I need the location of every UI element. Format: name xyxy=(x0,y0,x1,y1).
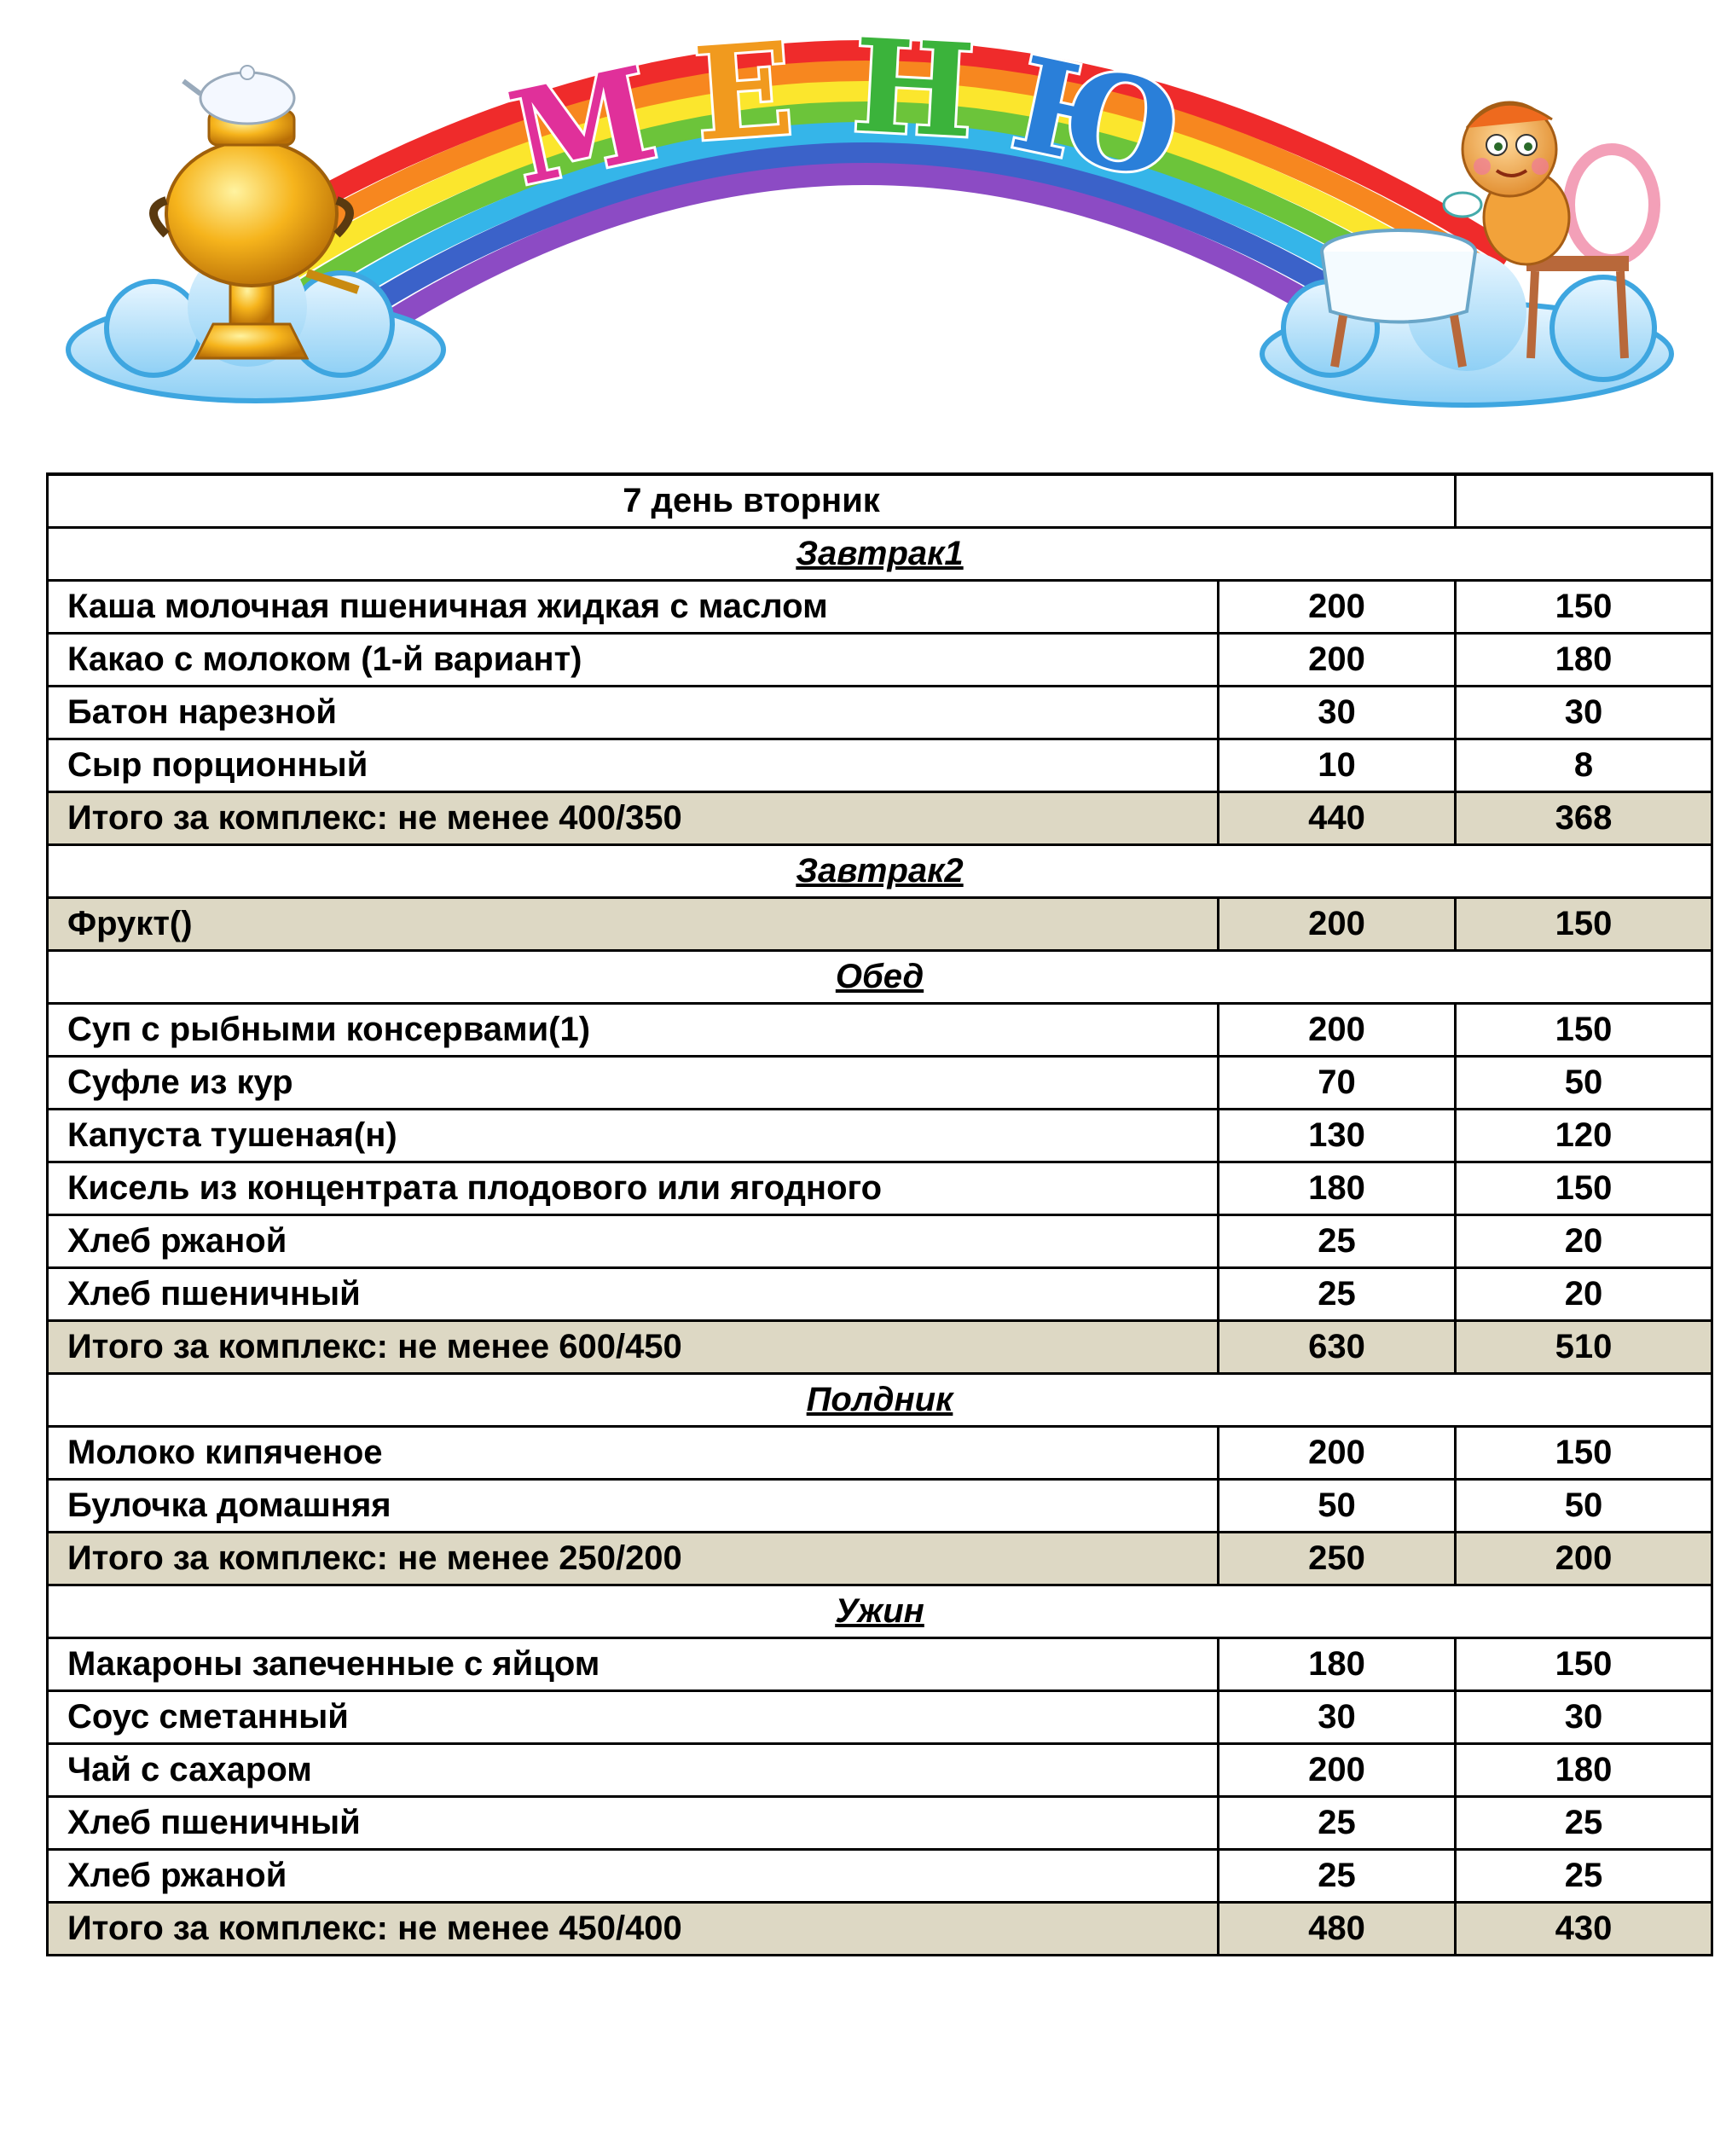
total-row xyxy=(48,1321,1712,1374)
total-older: 440 xyxy=(1219,792,1456,845)
total-row xyxy=(48,898,1712,951)
menu-item-row xyxy=(48,1004,1712,1057)
portion-older: 50 xyxy=(1219,1480,1456,1533)
total-younger: 510 xyxy=(1456,1321,1712,1374)
portion-younger: 50 xyxy=(1456,1057,1712,1110)
portion-younger: 150 xyxy=(1456,1162,1712,1215)
portion-older: 25 xyxy=(1219,1797,1456,1850)
portion-older: 25 xyxy=(1219,1268,1456,1321)
total-older: 200 xyxy=(1219,898,1456,951)
menu-item-row xyxy=(48,1268,1712,1321)
section-header-row xyxy=(48,528,1712,581)
title-letter-n: Н xyxy=(849,10,978,167)
portion-older: 180 xyxy=(1219,1162,1456,1215)
dish-name: Суфле из кур xyxy=(48,1057,1219,1110)
total-label: Итого за комплекс: не менее 450/400 xyxy=(48,1903,1219,1956)
total-younger: 150 xyxy=(1456,898,1712,951)
section-header-row xyxy=(48,1585,1712,1638)
title-letter-yu: Ю xyxy=(1001,28,1194,210)
dish-name: Хлеб пшеничный xyxy=(48,1797,1219,1850)
dish-name: Каша молочная пшеничная жидкая с маслом xyxy=(48,581,1219,634)
portion-older: 200 xyxy=(1219,1004,1456,1057)
total-label: Итого за комплекс: не менее 600/450 xyxy=(48,1321,1219,1374)
dish-name: Хлеб ржаной xyxy=(48,1850,1219,1903)
dish-name: Молоко кипяченое xyxy=(48,1427,1219,1480)
menu-item-row xyxy=(48,1638,1712,1691)
menu-banner xyxy=(0,0,1732,443)
menu-item-row xyxy=(48,739,1712,792)
menu-table-body xyxy=(48,474,1712,1956)
portion-older: 25 xyxy=(1219,1215,1456,1268)
total-younger: 368 xyxy=(1456,792,1712,845)
menu-item-row xyxy=(48,1162,1712,1215)
section-title: Ужин xyxy=(48,1585,1712,1638)
portion-older: 200 xyxy=(1219,1427,1456,1480)
portion-younger: 180 xyxy=(1456,1744,1712,1797)
menu-item-row xyxy=(48,1057,1712,1110)
day-header-row xyxy=(48,474,1712,528)
portion-older: 130 xyxy=(1219,1110,1456,1162)
portion-younger: 30 xyxy=(1456,1691,1712,1744)
menu-item-row xyxy=(48,1797,1712,1850)
dish-name: Булочка домашняя xyxy=(48,1480,1219,1533)
menu-item-row xyxy=(48,1691,1712,1744)
menu-table xyxy=(46,472,1713,1956)
menu-item-row xyxy=(48,581,1712,634)
portion-younger: 150 xyxy=(1456,1638,1712,1691)
total-older: 480 xyxy=(1219,1903,1456,1956)
dish-name: Сыр порционный xyxy=(48,739,1219,792)
total-label: Фрукт() xyxy=(48,898,1219,951)
portion-older: 200 xyxy=(1219,634,1456,687)
total-row xyxy=(48,792,1712,845)
portion-younger: 20 xyxy=(1456,1268,1712,1321)
portion-older: 200 xyxy=(1219,581,1456,634)
title-letter-e: Е xyxy=(689,14,798,171)
portion-younger: 180 xyxy=(1456,634,1712,687)
menu-item-row xyxy=(48,687,1712,739)
portion-younger: 150 xyxy=(1456,1427,1712,1480)
menu-item-row xyxy=(48,1744,1712,1797)
total-row xyxy=(48,1903,1712,1956)
portion-younger: 120 xyxy=(1456,1110,1712,1162)
section-title: Обед xyxy=(48,951,1712,1004)
dish-name: Чай с сахаром xyxy=(48,1744,1219,1797)
dish-name: Какао с молоком (1-й вариант) xyxy=(48,634,1219,687)
portion-older: 180 xyxy=(1219,1638,1456,1691)
total-younger: 430 xyxy=(1456,1903,1712,1956)
portion-younger: 150 xyxy=(1456,581,1712,634)
portion-younger: 50 xyxy=(1456,1480,1712,1533)
total-row xyxy=(48,1533,1712,1585)
menu-item-row xyxy=(48,1480,1712,1533)
portion-older: 10 xyxy=(1219,739,1456,792)
dish-name: Хлеб ржаной xyxy=(48,1215,1219,1268)
dish-name: Капуста тушеная(н) xyxy=(48,1110,1219,1162)
section-title: Завтрак2 xyxy=(48,845,1712,898)
total-label: Итого за комплекс: не менее 400/350 xyxy=(48,792,1219,845)
section-title: Завтрак1 xyxy=(48,528,1712,581)
total-younger: 200 xyxy=(1456,1533,1712,1585)
dish-name: Хлеб пшеничный xyxy=(48,1268,1219,1321)
portion-older: 200 xyxy=(1219,1744,1456,1797)
dish-name: Макароны запеченные с яйцом xyxy=(48,1638,1219,1691)
section-header-row xyxy=(48,951,1712,1004)
day-header-empty-cell xyxy=(1456,474,1712,528)
portion-older: 25 xyxy=(1219,1850,1456,1903)
dish-name: Соус сметанный xyxy=(48,1691,1219,1744)
total-label: Итого за комплекс: не менее 250/200 xyxy=(48,1533,1219,1585)
total-older: 250 xyxy=(1219,1533,1456,1585)
menu-item-row xyxy=(48,1110,1712,1162)
portion-younger: 25 xyxy=(1456,1850,1712,1903)
portion-younger: 20 xyxy=(1456,1215,1712,1268)
total-older: 630 xyxy=(1219,1321,1456,1374)
section-header-row xyxy=(48,1374,1712,1427)
dish-name: Кисель из концентрата плодового или ягодного xyxy=(48,1162,1219,1215)
menu-item-row xyxy=(48,1850,1712,1903)
portion-younger: 30 xyxy=(1456,687,1712,739)
portion-younger: 25 xyxy=(1456,1797,1712,1850)
section-header-row xyxy=(48,845,1712,898)
menu-item-row xyxy=(48,1427,1712,1480)
title-letter-m: М xyxy=(497,38,668,215)
portion-younger: 8 xyxy=(1456,739,1712,792)
day-title: 7 день вторник xyxy=(48,474,1456,528)
portion-older: 30 xyxy=(1219,1691,1456,1744)
portion-older: 70 xyxy=(1219,1057,1456,1110)
dish-name: Суп с рыбными консервами(1) xyxy=(48,1004,1219,1057)
menu-item-row xyxy=(48,634,1712,687)
section-title: Полдник xyxy=(48,1374,1712,1427)
dish-name: Батон нарезной xyxy=(48,687,1219,739)
portion-older: 30 xyxy=(1219,687,1456,739)
menu-item-row xyxy=(48,1215,1712,1268)
portion-younger: 150 xyxy=(1456,1004,1712,1057)
